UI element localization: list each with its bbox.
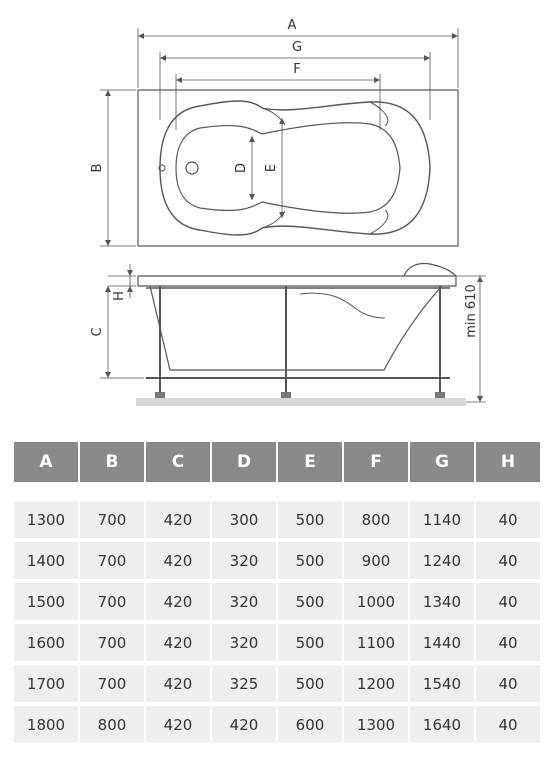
- frame-foot-3: [435, 392, 445, 398]
- table-cell: 800: [80, 706, 146, 743]
- table-cell: 900: [344, 542, 410, 579]
- label-d: D: [234, 162, 249, 174]
- dimensions-table: [14, 442, 540, 747]
- table-body: [14, 501, 540, 743]
- table-cell: 300: [212, 501, 278, 538]
- table-cell: 1540: [410, 665, 476, 702]
- label-e: E: [264, 163, 279, 173]
- column-header: H: [500, 452, 516, 472]
- side-dimensions: [100, 264, 486, 402]
- table-cell: 420: [212, 706, 278, 743]
- table-cell: 1600: [14, 624, 80, 661]
- table-cell: 1200: [344, 665, 410, 702]
- table-cell: 700: [80, 501, 146, 538]
- tub-inner-bowl: [176, 123, 400, 214]
- column-header: E: [278, 442, 344, 482]
- table-cell: 420: [146, 665, 212, 702]
- table-cell: 1240: [410, 542, 476, 579]
- table-cell: 420: [146, 706, 212, 743]
- drain-icon: [186, 162, 198, 174]
- table-cell: 1300: [344, 706, 410, 743]
- side-bowl-profile: [150, 286, 442, 370]
- table-cell: 420: [146, 624, 212, 661]
- label-b: B: [90, 163, 105, 173]
- floor: [136, 398, 466, 406]
- table-cell: 1300: [14, 501, 80, 538]
- table-cell: 325: [212, 665, 278, 702]
- table-cell: 1440: [410, 624, 476, 661]
- table-row: [14, 583, 540, 620]
- table-row: [14, 624, 540, 661]
- table-cell: 1000: [344, 583, 410, 620]
- table-cell: 40: [498, 592, 518, 611]
- table-cell: 1500: [14, 583, 80, 620]
- label-a: A: [287, 18, 297, 33]
- table-cell: 420: [146, 583, 212, 620]
- label-c: C: [90, 327, 105, 337]
- table-cell: 700: [80, 542, 146, 579]
- side-bowl-wave: [300, 293, 385, 318]
- table-cell: 600: [278, 706, 344, 743]
- top-dimension-labels: [90, 18, 302, 173]
- frame-foot-2: [281, 392, 291, 398]
- tub-outer-bowl: [160, 101, 430, 235]
- frame-foot-1: [155, 392, 165, 398]
- table-cell: 40: [498, 633, 518, 652]
- table-cell: 1640: [410, 706, 476, 743]
- table-cell: 40: [498, 715, 518, 734]
- column-header: B: [80, 442, 146, 482]
- table-row: [14, 501, 540, 538]
- table-row: [14, 706, 540, 743]
- table-cell: 500: [278, 501, 344, 538]
- table-cell: 1100: [344, 624, 410, 661]
- label-f: F: [293, 62, 301, 77]
- table-cell: 1340: [410, 583, 476, 620]
- side-headrest: [404, 264, 456, 277]
- table-cell: 700: [80, 665, 146, 702]
- table-cell: 800: [344, 501, 410, 538]
- table-cell: 420: [146, 542, 212, 579]
- table-cell: 500: [278, 624, 344, 661]
- table-cell: 700: [80, 624, 146, 661]
- table-header-row: [14, 442, 540, 482]
- label-h: H: [112, 291, 127, 301]
- table-cell: 1800: [14, 706, 80, 743]
- table-cell: 500: [278, 583, 344, 620]
- table-cell: 320: [212, 542, 278, 579]
- column-header: G: [410, 442, 476, 482]
- column-header: D: [212, 442, 278, 482]
- table-cell: 1700: [14, 665, 80, 702]
- column-header: A: [14, 442, 80, 482]
- table-cell: 320: [212, 624, 278, 661]
- table-row: [14, 665, 540, 702]
- top-dimensions: [100, 28, 458, 246]
- table-row: [14, 542, 540, 579]
- column-header: C: [146, 442, 212, 482]
- label-min: min 610: [464, 284, 479, 338]
- table-cell: 320: [212, 583, 278, 620]
- table-cell: 500: [278, 665, 344, 702]
- table-cell: 40: [498, 510, 518, 529]
- table-cell: 500: [278, 542, 344, 579]
- label-g: G: [291, 40, 303, 55]
- table-cell: 1400: [14, 542, 80, 579]
- table-cell: 700: [80, 583, 146, 620]
- column-header: F: [344, 442, 410, 482]
- table-cell: 40: [498, 551, 518, 570]
- side-rim: [138, 276, 456, 286]
- side-view: [136, 264, 466, 407]
- table-cell: 420: [146, 501, 212, 538]
- table-cell: 1140: [410, 501, 476, 538]
- table-cell: 40: [498, 674, 518, 693]
- top-view: [138, 90, 458, 246]
